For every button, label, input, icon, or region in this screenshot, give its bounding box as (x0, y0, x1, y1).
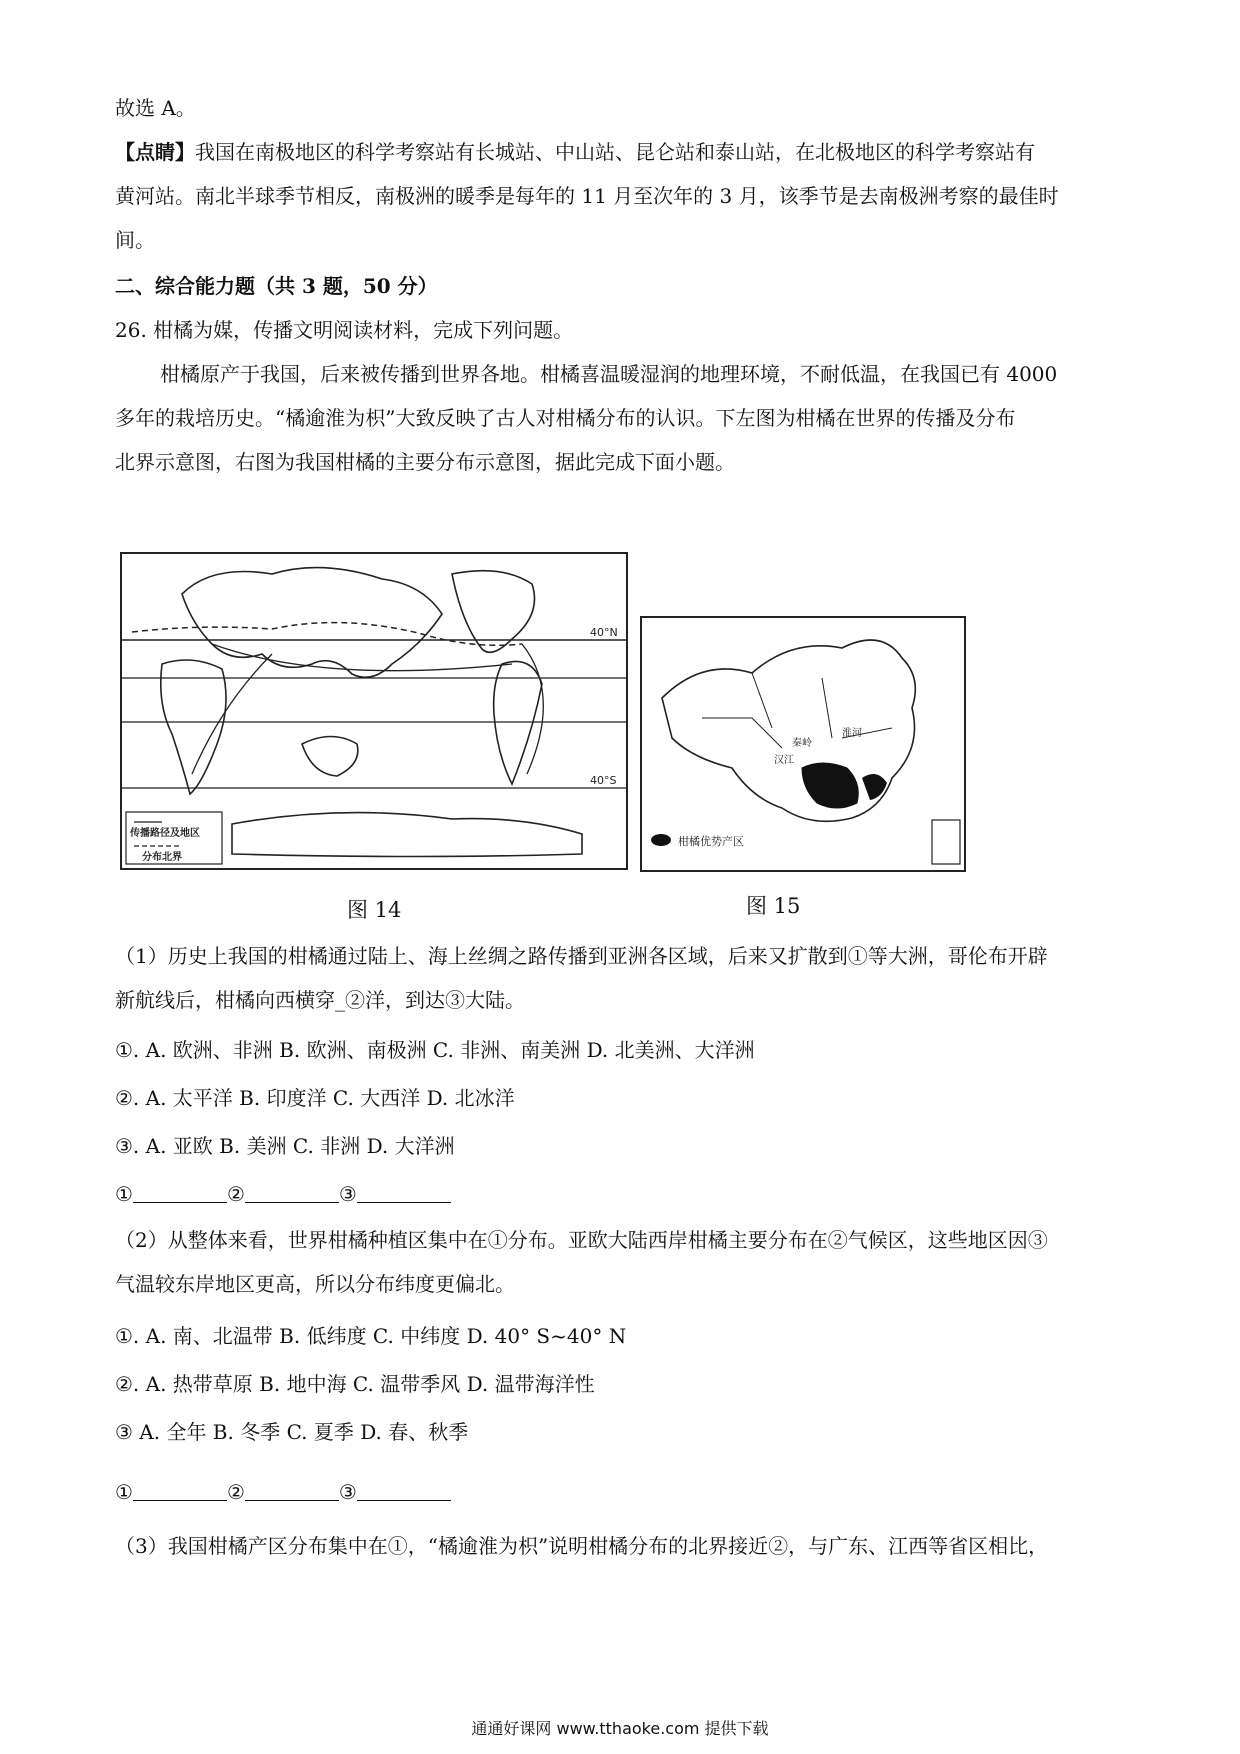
sub2-stem-2: 气温较东岸地区更高，所以分布纬度更偏北。 (115, 1272, 515, 1296)
sub2-mark-3: ③ (338, 1480, 357, 1504)
legend-route-label: 传播路径及地区 (130, 828, 200, 839)
label-hanshui: 汉江 (774, 755, 794, 766)
question-title: 26. 柑橘为媒，传播文明阅读材料，完成下列问题。 (115, 318, 574, 342)
sub2-blank-2[interactable] (245, 1480, 339, 1501)
sub1-blank-1[interactable] (133, 1182, 227, 1203)
label-qinling: 秦岭 (792, 738, 812, 749)
sub2-blank-1[interactable] (133, 1480, 227, 1501)
sub1-mark-3: ③ (338, 1182, 357, 1206)
material-line-3: 北界示意图，右图为我国柑橘的主要分布示意图，据此完成下面小题。 (115, 450, 735, 474)
sub2-mark-1: ① (115, 1480, 133, 1504)
sub2-option-3: ③ A. 全年 B. 冬季 C. 夏季 D. 春、秋季 (115, 1420, 469, 1444)
legend-swatch (651, 834, 671, 846)
sub2-mark-2: ② (226, 1480, 245, 1504)
sub3-stem-1: （3）我国柑橘产区分布集中在①，“橘逾淮为枳”说明柑橘分布的北界接近②，与广东、江西等省区相比， (115, 1534, 1049, 1558)
material-line-2: 多年的栽培历史。“橘逾淮为枳”大致反映了古人对柑橘分布的认识。下左图为柑橘在世界的传播及分布 (115, 406, 1016, 430)
sub1-option-2: ②. A. 太平洋 B. 印度洋 C. 大西洋 D. 北冰洋 (115, 1086, 515, 1110)
sub2-answer-line (115, 1478, 1135, 1506)
sub2-blank-3[interactable] (357, 1480, 451, 1501)
page-footer: 通通好课网 www.tthaoke.com 提供下载 (471, 1719, 769, 1738)
sub1-stem-1: （1）历史上我国的柑橘通过陆上、海上丝绸之路传播到亚洲各区域，后来又扩散到①等大洲，哥伦布开辟 (115, 944, 1048, 968)
figure-14-world-map (120, 552, 628, 870)
sub2-option-1: ①. A. 南、北温带 B. 低纬度 C. 中纬度 D. 40° S~40° N (115, 1324, 627, 1348)
figure-15-caption: 图 15 (746, 894, 801, 918)
answer-line: 故选 A。 (115, 96, 196, 120)
label-huaihe: 淮河 (842, 728, 862, 739)
sub1-stem-2: 新航线后，柑橘向西横穿_②洋，到达③大陆。 (115, 988, 525, 1012)
world-map-graphic (122, 554, 626, 868)
section-title: 二、综合能力题（共 3 题，50 分） (115, 274, 438, 298)
sub1-mark-2: ② (226, 1182, 245, 1206)
sub1-option-1: ①. A. 欧洲、非洲 B. 欧洲、南极洲 C. 非洲、南美洲 D. 北美洲、大洋洲 (115, 1038, 755, 1062)
sub1-option-3: ③. A. 亚欧 B. 美洲 C. 非洲 D. 大洋洲 (115, 1134, 455, 1158)
figure-15-china-map (640, 616, 966, 872)
lat-south-label: 40°S (590, 774, 617, 787)
tip-line-3: 间。 (115, 228, 155, 252)
china-map-graphic (642, 618, 964, 870)
south-sea-inset (932, 820, 960, 864)
material-line-1: 柑橘原产于我国，后来被传播到世界各地。柑橘喜温暖湿润的地理环境，不耐低温，在我国已有 4000 (160, 362, 1058, 386)
tip-text-1: 我国在南极地区的科学考察站有长城站、中山站、昆仑站和泰山站，在北极地区的科学考察站有 (195, 140, 1035, 164)
sub1-answer-line (115, 1180, 1135, 1208)
legend-production-label: 柑橘优势产区 (678, 835, 744, 848)
tip-line-1 (115, 138, 1135, 166)
sub2-option-2: ②. A. 热带草原 B. 地中海 C. 温带季风 D. 温带海洋性 (115, 1372, 595, 1396)
sub1-mark-1: ① (115, 1182, 133, 1206)
figure-14-caption: 图 14 (347, 898, 402, 922)
tip-line-2: 黄河站。南北半球季节相反，南极洲的暖季是每年的 11 月至次年的 3 月，该季节是去南极洲考察的最佳时 (115, 184, 1059, 208)
tip-label: 【点睛】 (115, 140, 195, 164)
legend-boundary-label: 分布北界 (142, 852, 182, 863)
sub1-blank-3[interactable] (357, 1182, 451, 1203)
lat-north-label: 40°N (590, 626, 618, 639)
sub2-stem-1: （2）从整体来看，世界柑橘种植区集中在①分布。亚欧大陆西岸柑橘主要分布在②气候区，这些地区因③ (115, 1228, 1048, 1252)
sub1-blank-2[interactable] (245, 1182, 339, 1203)
